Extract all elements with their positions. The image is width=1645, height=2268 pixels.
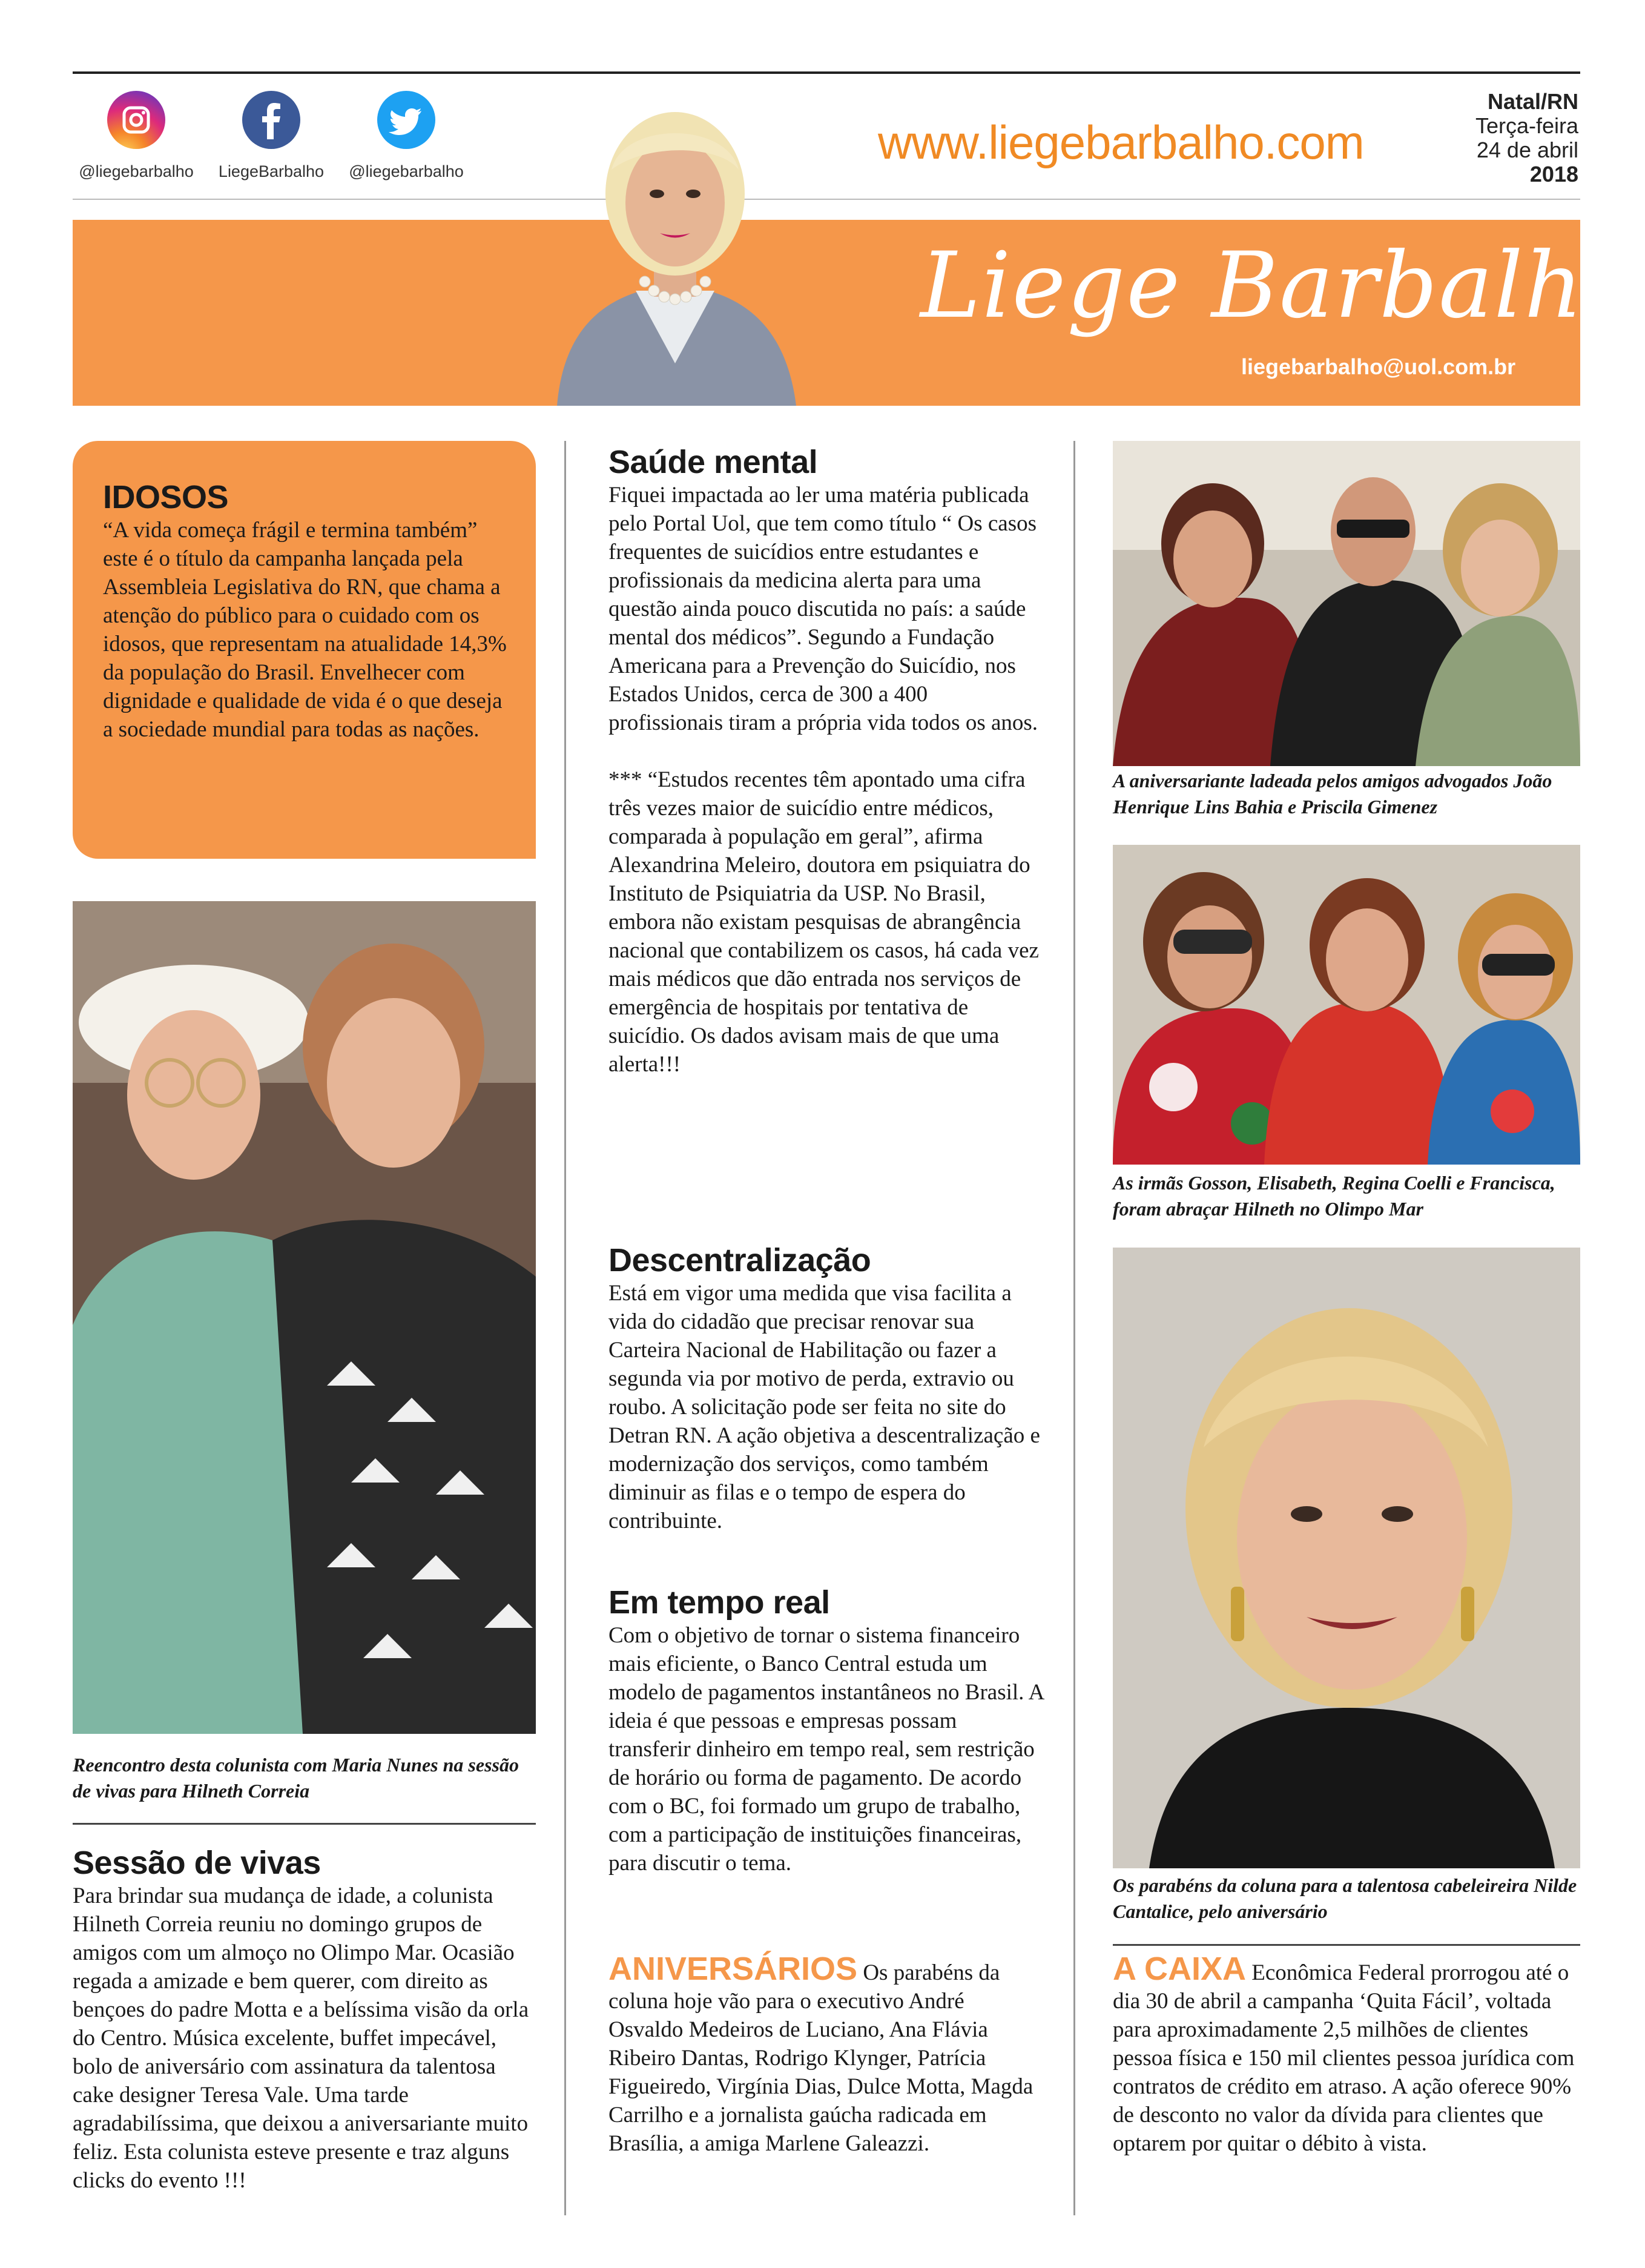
saude-title: Saúde mental xyxy=(608,444,818,480)
aniversarios-article xyxy=(608,1951,1044,2158)
columnist-email[interactable]: liegebarbalho@uol.com.br xyxy=(1241,354,1516,379)
photo-nilde-cantalice xyxy=(1113,1248,1580,1868)
aniversarios-keyword: ANIVERSÁRIOS xyxy=(608,1951,858,1987)
top-rule xyxy=(73,71,1580,74)
caption-irmas-gosson: As irmãs Gosson, Elisabeth, Regina Coelli e Francisca, foram abraçar Hilneth no Olimpo Mar xyxy=(1113,1172,1555,1220)
aniversarios-text: Os parabéns da coluna hoje vão para o executivo André Osvaldo Medeiros de Luciano, Ana Flávia Ribeiro Dantas, Rodrigo Klynger, Patrícia Figueiredo, Virgínia Dias, Dulce Motta, Magda Carrilho e a jornalista gaúcha radicada em Brasília, a amiga Marlene Galeazzi. xyxy=(608,1960,1033,2156)
header-divider xyxy=(73,199,1580,200)
photo-irmas-gosson xyxy=(1113,845,1580,1165)
sessao-text: Para brindar sua mudança de idade, a colunista Hilneth Correia reuniu no domingo grupos de amigos com um almoço no Olimpo Mar. Ocasião regada a amizade e bem querer, com direito as bençoes do padre Motta e a belíssima visão da orla do Centro. Música excelente, buffet impecável, bolo de aniversário com assinatura da talentosa cake designer Teresa Vale. Uma tarde agradabilíssima, que deixou a aniversariante muito feliz. Esta colunista esteve presente e traz alguns clicks do evento !!! xyxy=(73,1883,529,2193)
descentralizacao-title: Descentralização xyxy=(608,1242,871,1278)
facebook-icon xyxy=(242,91,300,149)
divider-col3 xyxy=(1113,1944,1580,1946)
tempo-real-article xyxy=(608,1584,1044,1877)
columnist-portrait xyxy=(545,79,805,406)
column-rule-2 xyxy=(1073,441,1075,2215)
twitter-icon xyxy=(377,91,435,149)
saude-text-2: *** “Estudos recentes têm apontado uma cifra três vezes maior de suicídio entre médicos, comparada à população em geral”, afirma Alexandrina Meleiro, doutora em psiquiatra do Instituto de Psiquiatria da USP. No Brasil, embora não existam pesquisas de abrangência nacional que contabilizem os casos, há cada vez mais médicos que dão entrada nos serviços de emergência de hospitais por tentativa de suicídio. Os dados avisam mais de que uma alerta!!! xyxy=(608,767,1039,1077)
caixa-text: Econômica Federal prorrogou até o dia 30 de abril a campanha ‘Quita Fácil’, voltada para aproximadamente 2,5 milhões de clientes pessoa física e 150 mil clientes pessoa jurídica com contratos de crédito em atraso. A ação oferece 90% de desconto no valor da dívida para clientes que optarem por quitar o débito à vista. xyxy=(1113,1960,1575,2156)
weekday: Terça-feira xyxy=(1475,113,1578,138)
photo-reencontro xyxy=(73,901,536,1734)
year: 2018 xyxy=(1529,162,1578,187)
instagram-handle: @liegebarbalho xyxy=(79,162,194,180)
edition-info xyxy=(1475,90,1578,187)
caption-advogados: A aniversariante ladeada pelos amigos advogados João Henrique Lins Bahia e Priscila Gimenez xyxy=(1113,770,1552,818)
divider-col1 xyxy=(73,1823,536,1825)
caixa-article xyxy=(1113,1951,1580,2158)
sessao-article xyxy=(73,1844,539,2195)
instagram-icon xyxy=(107,91,165,149)
descentralizacao-article xyxy=(608,1241,1044,1535)
city: Natal/RN xyxy=(1487,89,1578,114)
column-rule-1 xyxy=(564,441,566,2215)
website-link[interactable]: www.liegebarbalho.com xyxy=(878,116,1364,169)
tempo-real-title: Em tempo real xyxy=(608,1584,830,1621)
idosos-box xyxy=(73,441,536,859)
caption-reencontro: Reencontro desta colunista com Maria Nunes na sessão de vivas para Hilneth Correia xyxy=(73,1754,519,1802)
columnist-name: Liege Barbalho xyxy=(920,233,1640,339)
caption-nilde-cantalice: Os parabéns da coluna para a talentosa cabeleireira Nilde Cantalice, pelo aniversário xyxy=(1113,1874,1577,1922)
photo-advogados xyxy=(1113,441,1580,766)
sessao-title: Sessão de vivas xyxy=(73,1845,321,1881)
date: 24 de abril xyxy=(1476,137,1578,162)
caixa-keyword: A CAIXA xyxy=(1113,1951,1247,1987)
descentralizacao-text: Está em vigor uma medida que visa facilita a vida do cidadão que precisar renovar sua Carteira Nacional de Habilitação ou fazer a segunda via por motivo de perda, extravio ou roubo. A solicitação pode ser feita no site do Detran RN. A ação objetiva a descentralização e modernização dos serviços, como também diminuir as filas e o tempo de espera do contribuinte. xyxy=(608,1281,1040,1533)
idosos-text: “A vida começa frágil e termina também” este é o título da campanha lançada pela Assembleia Legislativa do RN, que chama a atenção do público para o cuidado com os idosos, que representam na atualidade 14,3% da população do Brasil. Envelhecer com dignidade e qualidade de vida é o que deseja a sociedade mundial para todas as nações. xyxy=(103,518,507,742)
tempo-real-text: Com o objetivo de tornar o sistema financeiro mais eficiente, o Banco Central estuda um modelo de pagamentos instantâneos no Brasil. A ideia é que pessoas e empresas possam transferir dinheiro em tempo real, sem restrição de horário ou forma de pagamento. De acordo com o BC, foi formado um grupo de trabalho, com a participação de instituições financeiras, para discutir o tema. xyxy=(608,1623,1044,1876)
idosos-title: IDOSOS xyxy=(103,479,229,515)
facebook-handle: LiegeBarbalho xyxy=(218,162,325,180)
saude-text-1: Fiquei impactada ao ler uma matéria publicada pelo Portal Uol, que tem como título “ Os casos frequentes de suicídios entre estudantes e profissionais da medicina alerta para uma questão ainda pouco discutida no país: a saúde mental dos médicos”. Segundo a Fundação Americana para a Prevenção do Suicídio, nos Estados Unidos, cerca de 300 a 400 profissionais tiram a própria vida todos os anos. xyxy=(608,483,1038,735)
saude-article xyxy=(608,443,1044,1079)
twitter-link[interactable] xyxy=(337,91,476,181)
facebook-link[interactable] xyxy=(202,91,341,181)
twitter-handle: @liegebarbalho xyxy=(349,162,464,180)
instagram-link[interactable] xyxy=(67,91,206,181)
